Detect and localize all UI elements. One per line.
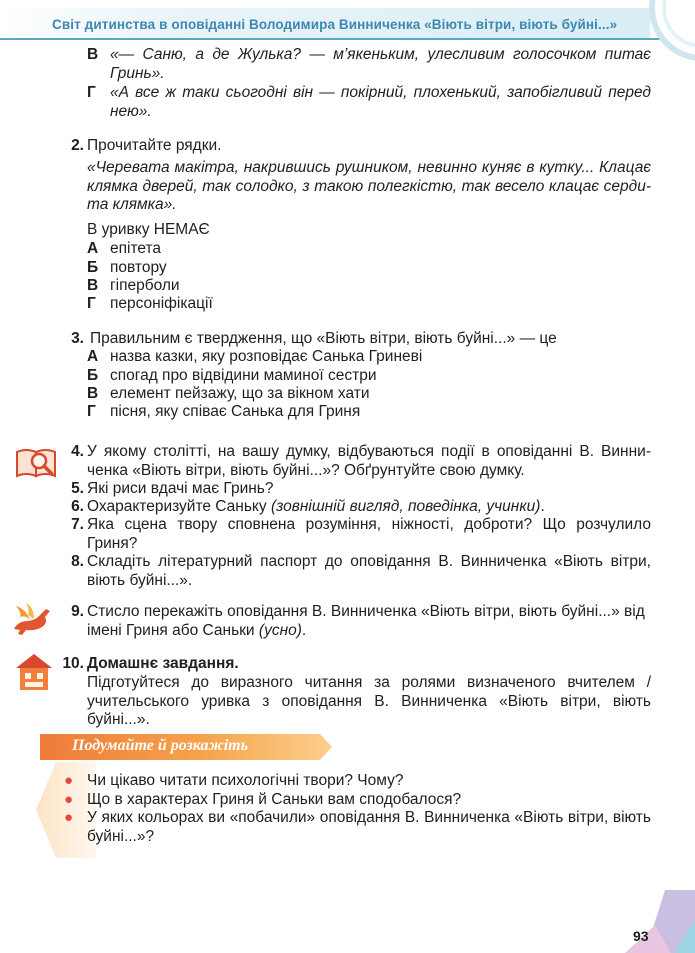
option-letter: А bbox=[87, 240, 99, 257]
running-header: Світ дитинства в оповіданні Володимира Винниченка «Віють вітри, віють буйні...» bbox=[52, 17, 618, 32]
task-number: 4. bbox=[71, 443, 84, 460]
question-stem: В уривку НЕМАЄ bbox=[87, 221, 210, 238]
task-number: 5. bbox=[71, 480, 84, 497]
option-text: персоніфікації bbox=[110, 295, 213, 312]
option-letter: Б bbox=[87, 259, 99, 276]
option-text: елемент пейзажу, що за вікном хати bbox=[110, 385, 370, 402]
page-number: 93 bbox=[633, 928, 649, 944]
discuss-item: Що в характерах Гриня й Саньки вам сподобалося? bbox=[87, 791, 462, 808]
task-number: 7. bbox=[71, 516, 84, 533]
question-number: 3. bbox=[71, 330, 84, 347]
option-text: епітета bbox=[110, 240, 162, 257]
option-letter: Г bbox=[87, 403, 96, 420]
option-letter: В bbox=[87, 277, 99, 294]
task-text: Стисло перекажіть оповідання В. Винниченка «Віють вітри, віють буйні...» від імені Гриня або Саньки bbox=[87, 603, 645, 639]
option-text: «— Саню, а де Жулька? — м’якеньким, улесливим голосочком питає Гринь». bbox=[110, 46, 651, 82]
task-text-block bbox=[87, 603, 653, 640]
task-number: 9. bbox=[71, 603, 84, 620]
option-letter: В bbox=[87, 385, 99, 402]
discuss-title: Подумайте й розкажіть bbox=[72, 737, 248, 754]
option-text: пісня, яку співає Санька для Гриня bbox=[110, 403, 361, 420]
task-note: (зовнішній вигляд, поведінка, учинки) bbox=[270, 498, 541, 515]
task-number: 6. bbox=[71, 498, 84, 515]
question-prompt: Правильним є твердження, що «Віють вітри, віють буйні...» — це bbox=[90, 330, 557, 347]
task-number: 8. bbox=[71, 553, 84, 570]
discuss-item: Чи цікаво читати психологічні твори? Чому? bbox=[87, 772, 404, 789]
option-text: спогад про відвідини маминої сестри bbox=[110, 367, 377, 384]
task-note: (усно) bbox=[258, 621, 302, 639]
task-end: . bbox=[301, 621, 307, 639]
task-text-line bbox=[87, 498, 545, 517]
house-icon bbox=[14, 652, 54, 692]
task-text: Підготуйтеся до виразного читання за ролями визначеного вчителем / учительського уривка з оповідання В. Винниченка «Віють вітри, віють буйні...». bbox=[87, 674, 651, 728]
bullet-dot: ● bbox=[64, 809, 74, 826]
question-number: 2. bbox=[71, 137, 84, 154]
option-letter: Г bbox=[87, 295, 96, 312]
discuss-item: У яких кольорах ви «побачили» оповідання В. Винниченка «Віють вітри, віють буйні...»? bbox=[87, 809, 651, 845]
pegasus-icon bbox=[8, 603, 60, 637]
option-text: «А все ж таки сьогодні він — покірний, плохенький, запобігливий перед нею». bbox=[110, 84, 651, 120]
task-text: Які риси вдачі має Гринь? bbox=[87, 480, 274, 497]
task-number: 10. bbox=[62, 655, 84, 672]
quotation: «Черевата макітра, накрившись рушником, невинно куняє в кутку... Клацає клямка дверей, так солодко, з такою полегкістю, так весело клацає серди-та клямка». bbox=[87, 159, 651, 213]
homework-title: Домашнє завдання. bbox=[87, 655, 239, 672]
option-text: назва казки, яку розповідає Санька Гриневі bbox=[110, 348, 423, 365]
task-text: Яка сцена твору сповнена розуміння, ніжності, доброти? Що розчулило Гриня? bbox=[87, 516, 651, 552]
task-text: Охарактеризуйте Саньку bbox=[87, 498, 267, 515]
option-text: повтору bbox=[110, 259, 167, 276]
option-letter: А bbox=[87, 348, 99, 365]
task-text: У якому столітті, на вашу думку, відбуваються події в оповіданні В. Винни-ченка «Віють вітри, віють буйні...»? Обґрунтуйте свою думку. bbox=[87, 443, 651, 479]
task-end: . bbox=[540, 498, 545, 515]
research-book-icon bbox=[14, 444, 60, 480]
option-letter: Г bbox=[87, 84, 96, 101]
bullet-dot: ● bbox=[64, 791, 74, 808]
option-letter: Б bbox=[87, 367, 99, 384]
option-letter: В bbox=[87, 46, 99, 63]
option-text: гіперболи bbox=[110, 277, 180, 294]
bullet-dot: ● bbox=[64, 772, 74, 789]
question-prompt: Прочитайте рядки. bbox=[87, 137, 222, 154]
header-rule bbox=[0, 38, 660, 40]
task-text: Складіть літературний паспорт до оповідання В. Винниченка «Віють вітри, віють буйні...». bbox=[87, 553, 651, 589]
